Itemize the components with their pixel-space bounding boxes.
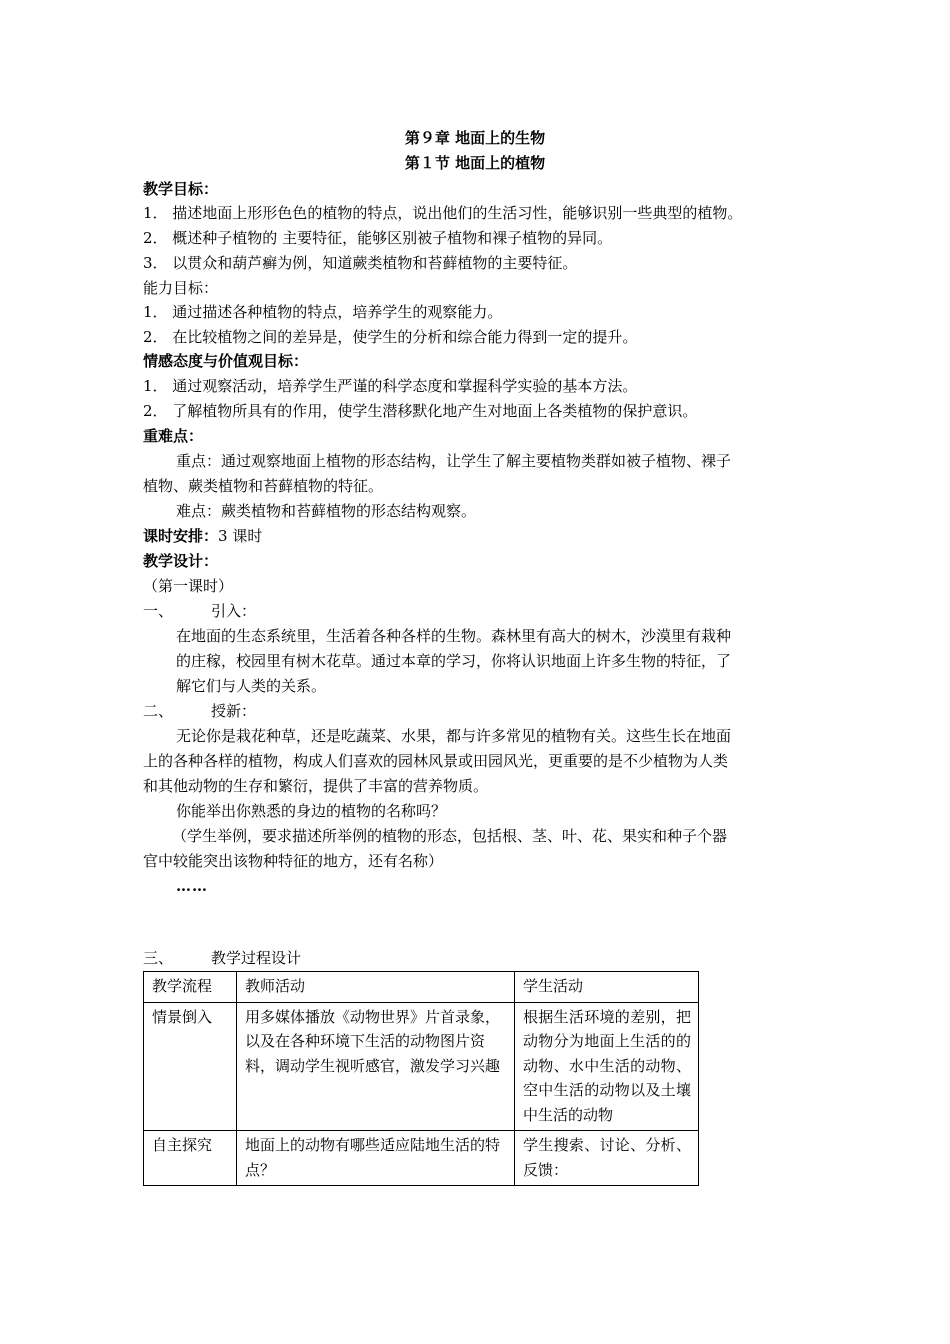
difficulty-line: 难点：蕨类植物和苔藓植物的形态结构观察。 xyxy=(176,502,477,520)
table-cell-student: 根据生活环境的差别，把动物分为地面上生活的的动物、水中生活的动物、空中生活的动物以及土壤中生活的动物 xyxy=(515,1002,699,1131)
schedule-label: 课时安排： xyxy=(143,527,219,545)
part2-text-line: 无论你是栽花种草，还是吃蔬菜、水果，都与许多常见的植物有关。这些生长在地面 xyxy=(176,727,732,745)
process-table xyxy=(143,971,699,1186)
part2-text-line: 和其他动物的生存和繁衍，提供了丰富的营养物质。 xyxy=(143,777,489,795)
ability-goals-heading: 能力目标： xyxy=(143,279,219,297)
teaching-goal-item: 2． 概述种子植物的 主要特征，能够区别被子植物和裸子植物的异同。 xyxy=(143,229,613,247)
part1-text-line: 解它们与人类的关系。 xyxy=(176,677,327,695)
attitude-goal-item: 1． 通过观察活动，培养学生严谨的科学态度和掌握科学实验的基本方法。 xyxy=(143,377,638,395)
key-points-heading: 重难点： xyxy=(143,427,204,445)
part1-text-line: 的庄稼，校园里有树木花草。通过本章的学习，你将认识地面上许多生物的特征，了 xyxy=(176,652,732,670)
table-row xyxy=(144,1002,699,1131)
section-title: 第１节 地面上的植物 xyxy=(404,154,546,172)
part2-text-line: （学生举例，要求描述所举例的植物的形态，包括根、茎、叶、花、果实和种子个器 xyxy=(172,827,728,845)
part2-question: 你能举出你熟悉的身边的植物的名称吗？ xyxy=(176,802,447,820)
key-point-line: 重点：通过观察地面上植物的形态结构，让学生了解主要植物类群如被子植物、裸子 xyxy=(176,452,732,470)
table-row xyxy=(144,1131,699,1186)
part2-text-line: 上的各种各样的植物，构成人们喜欢的园林风景或田园风光，更重要的是不少植物为人类 xyxy=(143,752,729,770)
part1-title: 引入： xyxy=(211,602,257,620)
design-heading: 教学设计： xyxy=(143,552,219,570)
table-cell-student: 学生搜索、讨论、分析、反馈： xyxy=(515,1131,699,1186)
key-point-line: 植物、蕨类植物和苔藓植物的特征。 xyxy=(143,477,384,495)
table-header-cell: 教学流程 xyxy=(144,972,237,1003)
chapter-title: 第９章 地面上的生物 xyxy=(404,129,546,147)
lesson-label: （第一课时） xyxy=(143,577,234,595)
table-cell-teacher: 地面上的动物有哪些适应陆地生活的特点？ xyxy=(237,1131,515,1186)
table-cell-stage: 自主探究 xyxy=(144,1131,237,1186)
teaching-goal-item: 1． 描述地面上形形色色的植物的特点，说出他们的生活习性，能够识别一些典型的植物。 xyxy=(143,204,743,222)
part2-number: 二、 xyxy=(143,702,174,720)
part2-title: 授新： xyxy=(211,702,257,720)
table-cell-stage: 情景倒入 xyxy=(144,1002,237,1131)
attitude-goal-item: 2． 了解植物所具有的作用，使学生潜移默化地产生对地面上各类植物的保护意识。 xyxy=(143,402,698,420)
part3-title: 教学过程设计 xyxy=(211,949,302,967)
schedule xyxy=(143,526,262,546)
schedule-value: 3 课时 xyxy=(218,527,263,545)
ellipsis: …… xyxy=(176,877,208,895)
table-header-row xyxy=(144,972,699,1003)
part2-text-line: 官中较能突出该物种特征的地方，还有名称） xyxy=(143,852,444,870)
table-header-cell: 学生活动 xyxy=(515,972,699,1003)
attitude-goals-heading: 情感态度与价值观目标： xyxy=(143,352,309,370)
part1-text-line: 在地面的生态系统里，生活着各种各样的生物。森林里有高大的树木，沙漠里有栽种 xyxy=(176,627,732,645)
teaching-goal-item: 3． 以贯众和葫芦癣为例，知道蕨类植物和苔藓植物的主要特征。 xyxy=(143,254,578,272)
teaching-goals-heading: 教学目标： xyxy=(143,180,219,198)
table-header-cell: 教师活动 xyxy=(237,972,515,1003)
ability-goal-item: 1． 通过描述各种植物的特点，培养学生的观察能力。 xyxy=(143,303,503,321)
ability-goal-item: 2． 在比较植物之间的差异是，使学生的分析和综合能力得到一定的提升。 xyxy=(143,328,638,346)
part1-number: 一、 xyxy=(143,602,174,620)
table-cell-teacher: 用多媒体播放《动物世界》片首录象，以及在各种环境下生活的动物图片资料，调动学生视听感官，激发学习兴趣 xyxy=(237,1002,515,1131)
part3-number: 三、 xyxy=(143,949,174,967)
